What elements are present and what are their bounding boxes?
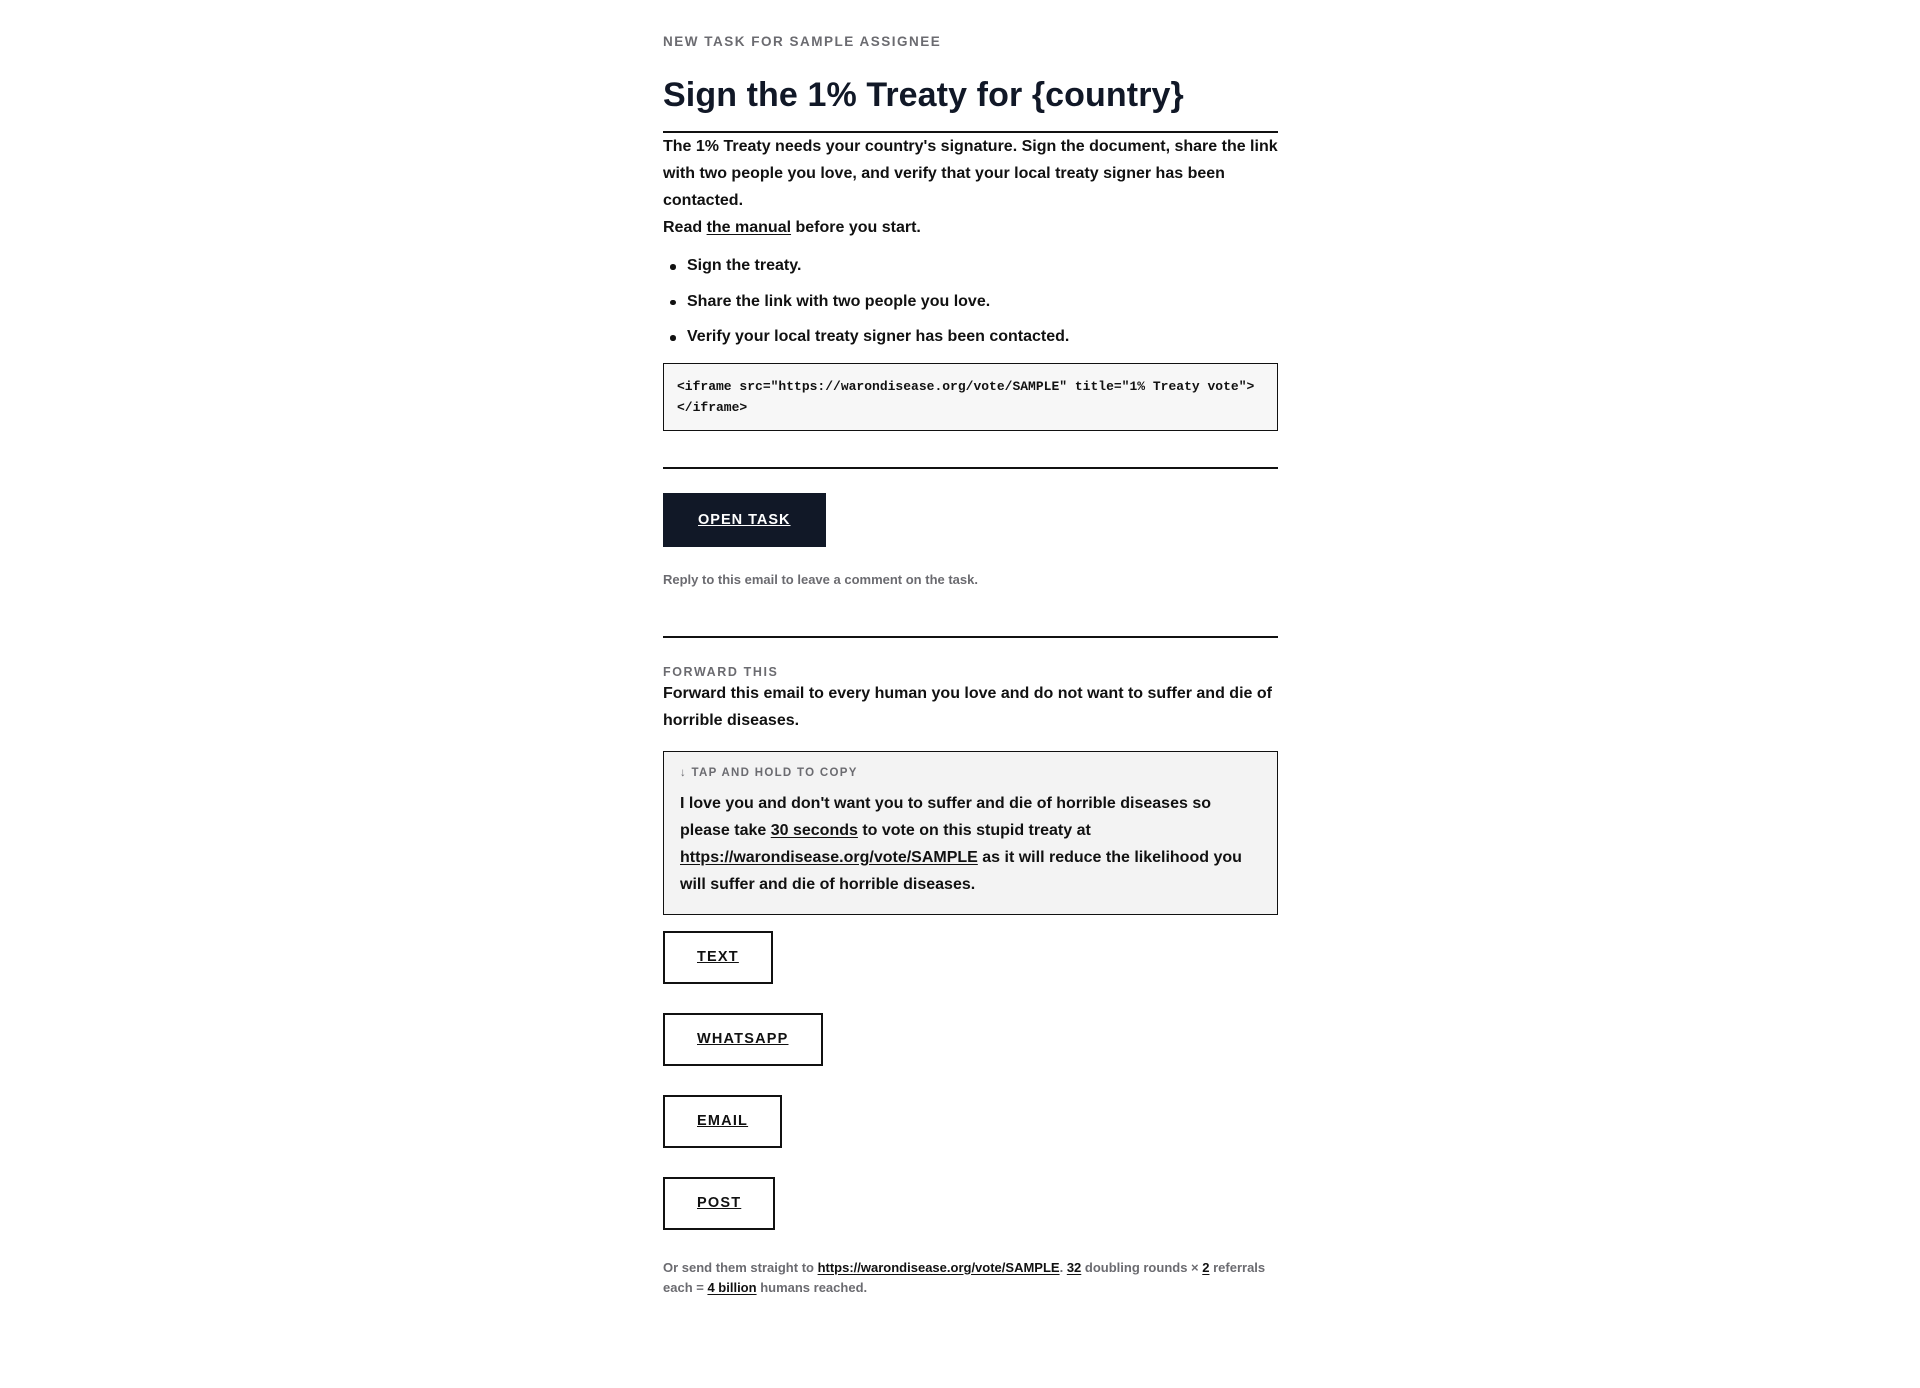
manual-line bbox=[663, 214, 1278, 241]
footer-separator: . bbox=[1059, 1259, 1067, 1275]
reply-note: Reply to this email to leave a comment on the task. bbox=[663, 571, 978, 587]
share-email-row bbox=[663, 1095, 1278, 1148]
copy-hint: ↓ TAP AND HOLD TO COPY bbox=[680, 766, 858, 779]
referral-footer bbox=[663, 1258, 1278, 1298]
forward-paragraph: Forward this email to every human you love and do not want to suffer and die of horrible diseases. bbox=[663, 684, 1272, 729]
footer-vote-link[interactable]: https://warondisease.org/vote/SAMPLE bbox=[817, 1259, 1060, 1275]
referrals-link[interactable]: 2 bbox=[1202, 1259, 1210, 1275]
copy-message-box[interactable] bbox=[663, 751, 1278, 915]
message-part: to vote on this stupid treaty at bbox=[857, 821, 1091, 839]
list-item: Sign the treaty. bbox=[687, 256, 1278, 276]
footer-suffix: humans reached. bbox=[756, 1279, 868, 1295]
message-part: as it will reduce the likelihood you will suffer and die of horrible diseases. bbox=[680, 848, 1242, 893]
manual-suffix: before you start. bbox=[791, 219, 921, 236]
task-steps-list bbox=[663, 256, 1278, 347]
humans-reached-link[interactable]: 4 billion bbox=[707, 1279, 757, 1295]
embed-code-block[interactable]: <iframe src="https://warondisease.org/vote/SAMPLE" title="1% Treaty vote"></iframe> bbox=[663, 363, 1278, 431]
copy-message-text[interactable] bbox=[680, 790, 1261, 898]
share-post-button[interactable]: POST bbox=[663, 1177, 775, 1230]
share-whatsapp-button[interactable]: WHATSAPP bbox=[663, 1013, 823, 1066]
doubling-rounds-link[interactable]: 32 bbox=[1066, 1259, 1082, 1275]
list-item: Verify your local treaty signer has been contacted. bbox=[687, 327, 1278, 347]
share-text-button[interactable]: TEXT bbox=[663, 931, 773, 984]
forward-section-label: FORWARD THIS bbox=[663, 664, 779, 679]
footer-rounds-text: doubling rounds × bbox=[1081, 1259, 1203, 1275]
open-task-button[interactable]: OPEN TASK bbox=[663, 493, 826, 547]
share-text-row bbox=[663, 931, 1278, 984]
list-item: Share the link with two people you love. bbox=[687, 292, 1278, 312]
email-content bbox=[663, 0, 1278, 1298]
task-assignee-label: NEW TASK FOR SAMPLE ASSIGNEE bbox=[663, 34, 942, 49]
message-time-link[interactable]: 30 seconds bbox=[770, 821, 858, 839]
footer-prefix: Or send them straight to bbox=[663, 1259, 818, 1275]
intro-paragraph: The 1% Treaty needs your country's signature. Sign the document, share the link with two people you love, and verify that your local treaty signer has been contacted. bbox=[663, 138, 1278, 209]
share-post-row bbox=[663, 1177, 1278, 1230]
share-email-button[interactable]: EMAIL bbox=[663, 1095, 782, 1148]
message-vote-link[interactable]: https://warondisease.org/vote/SAMPLE bbox=[680, 848, 978, 866]
manual-prefix: Read bbox=[663, 219, 707, 236]
share-whatsapp-row bbox=[663, 1013, 1278, 1066]
message-part: I love you and don't want you to suffer and die of horrible diseases so please take bbox=[680, 794, 1211, 839]
footer-referrals-text: referrals each = bbox=[663, 1259, 1266, 1295]
manual-link[interactable]: the manual bbox=[706, 219, 792, 236]
page-title: Sign the 1% Treaty for {country} bbox=[663, 76, 1184, 114]
forward-divider bbox=[663, 636, 1278, 638]
